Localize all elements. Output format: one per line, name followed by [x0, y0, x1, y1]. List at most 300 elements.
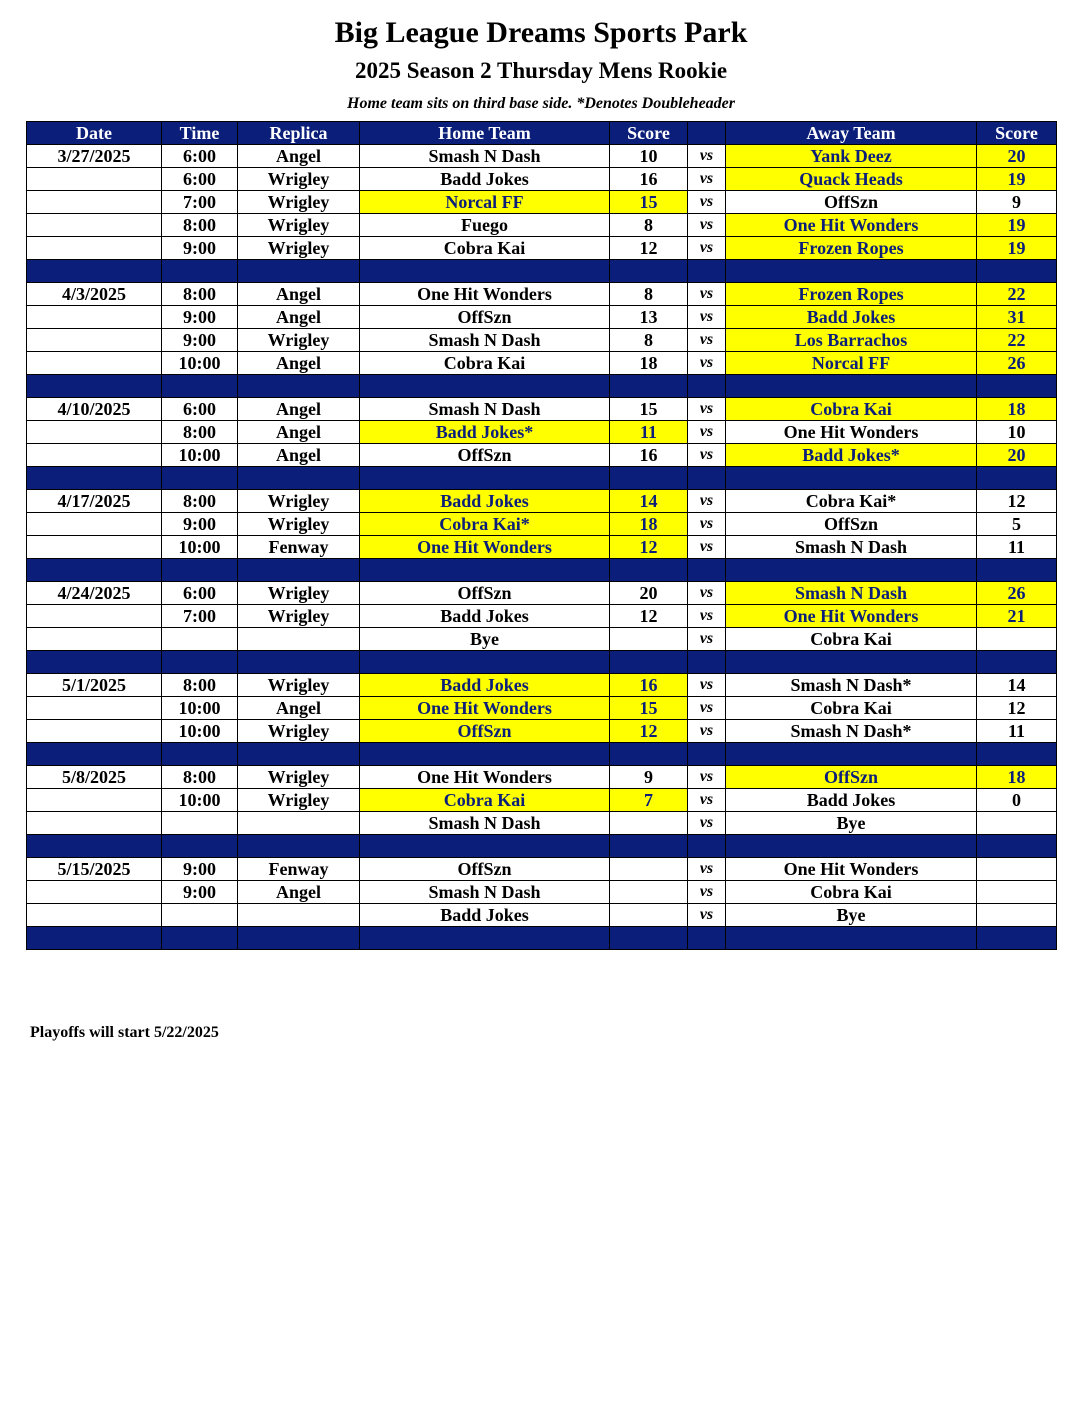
away-team-cell: Smash N Dash*: [726, 674, 977, 697]
home-team-cell: Badd Jokes: [360, 605, 610, 628]
home-team-cell: Cobra Kai*: [360, 513, 610, 536]
vs-cell: vs: [688, 766, 726, 789]
home-score-cell: 12: [610, 536, 688, 559]
home-team-cell: Smash N Dash: [360, 145, 610, 168]
game-row: [27, 145, 1057, 168]
time-cell: 6:00: [162, 582, 238, 605]
away-score-cell: 20: [977, 145, 1057, 168]
away-team-cell: Badd Jokes: [726, 306, 977, 329]
home-score-cell: 12: [610, 720, 688, 743]
date-cell: [27, 628, 162, 651]
away-team-cell: Bye: [726, 904, 977, 927]
vs-cell: vs: [688, 628, 726, 651]
home-score-cell: 11: [610, 421, 688, 444]
date-cell: [27, 191, 162, 214]
home-score-cell: 18: [610, 513, 688, 536]
game-row: [27, 582, 1057, 605]
replica-cell: Angel: [238, 697, 360, 720]
away-score-cell: 10: [977, 421, 1057, 444]
away-score-cell: 20: [977, 444, 1057, 467]
replica-cell: [238, 812, 360, 835]
replica-cell: Wrigley: [238, 789, 360, 812]
away-team-cell: Badd Jokes: [726, 789, 977, 812]
week-separator-row: [27, 835, 1057, 858]
replica-cell: Fenway: [238, 858, 360, 881]
replica-cell: Angel: [238, 145, 360, 168]
date-cell: [27, 306, 162, 329]
time-cell: 8:00: [162, 421, 238, 444]
separator-cell: [688, 559, 726, 582]
game-row: [27, 283, 1057, 306]
game-row: [27, 766, 1057, 789]
away-score-cell: 19: [977, 237, 1057, 260]
away-score-cell: 18: [977, 766, 1057, 789]
away-team-cell: Bye: [726, 812, 977, 835]
separator-cell: [688, 835, 726, 858]
separator-cell: [688, 743, 726, 766]
vs-cell: vs: [688, 398, 726, 421]
home-team-cell: OffSzn: [360, 720, 610, 743]
time-cell: [162, 628, 238, 651]
game-row: [27, 214, 1057, 237]
header-away-team: Away Team: [726, 122, 977, 145]
replica-cell: [238, 628, 360, 651]
date-cell: 4/24/2025: [27, 582, 162, 605]
replica-cell: Angel: [238, 283, 360, 306]
date-cell: [27, 812, 162, 835]
date-cell: [27, 421, 162, 444]
schedule-table: [26, 121, 1057, 950]
separator-cell: [977, 375, 1057, 398]
date-cell: [27, 697, 162, 720]
date-cell: [27, 904, 162, 927]
replica-cell: Fenway: [238, 536, 360, 559]
away-team-cell: Quack Heads: [726, 168, 977, 191]
replica-cell: Angel: [238, 352, 360, 375]
time-cell: 8:00: [162, 283, 238, 306]
home-team-cell: Fuego: [360, 214, 610, 237]
header-replica: Replica: [238, 122, 360, 145]
separator-cell: [977, 260, 1057, 283]
away-score-cell: 19: [977, 168, 1057, 191]
replica-cell: Wrigley: [238, 766, 360, 789]
separator-cell: [726, 260, 977, 283]
away-score-cell: 0: [977, 789, 1057, 812]
separator-cell: [162, 835, 238, 858]
away-score-cell: 11: [977, 720, 1057, 743]
home-team-cell: Badd Jokes: [360, 904, 610, 927]
home-team-cell: One Hit Wonders: [360, 283, 610, 306]
time-cell: 8:00: [162, 214, 238, 237]
game-row: [27, 490, 1057, 513]
separator-cell: [360, 835, 610, 858]
away-score-cell: 26: [977, 582, 1057, 605]
away-score-cell: 14: [977, 674, 1057, 697]
separator-cell: [238, 927, 360, 950]
separator-cell: [360, 927, 610, 950]
vs-cell: vs: [688, 421, 726, 444]
away-score-cell: [977, 858, 1057, 881]
separator-cell: [238, 260, 360, 283]
replica-cell: Angel: [238, 421, 360, 444]
away-score-cell: [977, 628, 1057, 651]
home-score-cell: 16: [610, 168, 688, 191]
away-team-cell: Smash N Dash: [726, 582, 977, 605]
home-team-cell: Norcal FF: [360, 191, 610, 214]
separator-cell: [610, 375, 688, 398]
away-team-cell: Cobra Kai: [726, 398, 977, 421]
away-score-cell: 31: [977, 306, 1057, 329]
separator-cell: [360, 743, 610, 766]
date-cell: [27, 513, 162, 536]
time-cell: 9:00: [162, 306, 238, 329]
page-subtitle: 2025 Season 2 Thursday Mens Rookie: [354, 58, 728, 83]
date-cell: [27, 352, 162, 375]
game-row: [27, 191, 1057, 214]
away-team-cell: Cobra Kai: [726, 697, 977, 720]
home-team-cell: Cobra Kai: [360, 237, 610, 260]
away-score-cell: [977, 881, 1057, 904]
home-score-cell: [610, 904, 688, 927]
replica-cell: Wrigley: [238, 191, 360, 214]
home-score-cell: 7: [610, 789, 688, 812]
game-row: [27, 444, 1057, 467]
separator-cell: [238, 651, 360, 674]
separator-cell: [726, 559, 977, 582]
separator-cell: [726, 743, 977, 766]
date-cell: [27, 881, 162, 904]
header-home-team: Home Team: [360, 122, 610, 145]
separator-cell: [238, 375, 360, 398]
separator-cell: [360, 651, 610, 674]
away-team-cell: Cobra Kai: [726, 628, 977, 651]
time-cell: 10:00: [162, 444, 238, 467]
vs-cell: vs: [688, 168, 726, 191]
home-score-cell: 16: [610, 674, 688, 697]
time-cell: 10:00: [162, 352, 238, 375]
away-score-cell: 26: [977, 352, 1057, 375]
vs-cell: vs: [688, 812, 726, 835]
away-team-cell: OffSzn: [726, 191, 977, 214]
vs-cell: vs: [688, 605, 726, 628]
week-separator-row: [27, 651, 1057, 674]
game-row: [27, 858, 1057, 881]
header-away-score: Score: [977, 122, 1057, 145]
game-row: [27, 720, 1057, 743]
home-team-cell: Bye: [360, 628, 610, 651]
separator-cell: [27, 559, 162, 582]
separator-cell: [610, 260, 688, 283]
away-team-cell: Yank Deez: [726, 145, 977, 168]
away-score-cell: 19: [977, 214, 1057, 237]
home-score-cell: 14: [610, 490, 688, 513]
separator-cell: [610, 559, 688, 582]
game-row: [27, 329, 1057, 352]
away-score-cell: 12: [977, 697, 1057, 720]
time-cell: 6:00: [162, 168, 238, 191]
home-score-cell: [610, 812, 688, 835]
vs-cell: vs: [688, 444, 726, 467]
time-cell: 9:00: [162, 513, 238, 536]
replica-cell: Wrigley: [238, 490, 360, 513]
separator-cell: [610, 835, 688, 858]
home-score-cell: [610, 858, 688, 881]
time-cell: 9:00: [162, 329, 238, 352]
vs-cell: vs: [688, 513, 726, 536]
date-cell: 3/27/2025: [27, 145, 162, 168]
date-cell: 5/1/2025: [27, 674, 162, 697]
replica-cell: Wrigley: [238, 168, 360, 191]
header-time: Time: [162, 122, 238, 145]
game-row: [27, 628, 1057, 651]
vs-cell: vs: [688, 674, 726, 697]
separator-cell: [27, 927, 162, 950]
separator-cell: [238, 835, 360, 858]
date-cell: [27, 168, 162, 191]
time-cell: [162, 812, 238, 835]
separator-cell: [27, 375, 162, 398]
separator-cell: [27, 651, 162, 674]
game-row: [27, 237, 1057, 260]
away-score-cell: 12: [977, 490, 1057, 513]
game-row: [27, 881, 1057, 904]
time-cell: 8:00: [162, 490, 238, 513]
separator-cell: [238, 559, 360, 582]
week-separator-row: [27, 927, 1057, 950]
away-team-cell: One Hit Wonders: [726, 605, 977, 628]
separator-cell: [238, 743, 360, 766]
date-cell: 5/8/2025: [27, 766, 162, 789]
date-cell: 5/15/2025: [27, 858, 162, 881]
game-row: [27, 168, 1057, 191]
home-team-cell: Smash N Dash: [360, 881, 610, 904]
vs-cell: vs: [688, 858, 726, 881]
separator-cell: [977, 559, 1057, 582]
playoffs-note: Playoffs will start 5/22/2025: [30, 1024, 219, 1041]
vs-cell: vs: [688, 904, 726, 927]
home-team-cell: Cobra Kai: [360, 789, 610, 812]
home-team-cell: OffSzn: [360, 858, 610, 881]
week-separator-row: [27, 375, 1057, 398]
vs-cell: vs: [688, 191, 726, 214]
home-score-cell: 15: [610, 398, 688, 421]
home-team-cell: Badd Jokes: [360, 490, 610, 513]
vs-cell: vs: [688, 145, 726, 168]
replica-cell: Wrigley: [238, 605, 360, 628]
away-team-cell: One Hit Wonders: [726, 421, 977, 444]
away-team-cell: Cobra Kai: [726, 881, 977, 904]
time-cell: 9:00: [162, 237, 238, 260]
separator-cell: [27, 467, 162, 490]
game-row: [27, 398, 1057, 421]
separator-cell: [610, 743, 688, 766]
schedule-body: [27, 145, 1057, 950]
home-score-cell: 8: [610, 283, 688, 306]
away-team-cell: Frozen Ropes: [726, 283, 977, 306]
home-score-cell: 16: [610, 444, 688, 467]
home-score-cell: 18: [610, 352, 688, 375]
game-row: [27, 536, 1057, 559]
separator-cell: [610, 467, 688, 490]
away-team-cell: One Hit Wonders: [726, 214, 977, 237]
away-team-cell: OffSzn: [726, 513, 977, 536]
week-separator-row: [27, 467, 1057, 490]
separator-cell: [162, 651, 238, 674]
time-cell: 10:00: [162, 789, 238, 812]
away-team-cell: OffSzn: [726, 766, 977, 789]
separator-cell: [360, 559, 610, 582]
away-score-cell: 18: [977, 398, 1057, 421]
vs-cell: vs: [688, 720, 726, 743]
replica-cell: Wrigley: [238, 674, 360, 697]
away-score-cell: [977, 904, 1057, 927]
home-team-cell: Cobra Kai: [360, 352, 610, 375]
game-row: [27, 812, 1057, 835]
week-separator-row: [27, 559, 1057, 582]
replica-cell: Wrigley: [238, 329, 360, 352]
header-vs: [688, 122, 726, 145]
time-cell: 8:00: [162, 674, 238, 697]
page-title: Big League Dreams Sports Park: [334, 16, 748, 49]
home-score-cell: 15: [610, 697, 688, 720]
game-row: [27, 605, 1057, 628]
date-cell: [27, 237, 162, 260]
separator-cell: [360, 260, 610, 283]
separator-cell: [360, 467, 610, 490]
vs-cell: vs: [688, 582, 726, 605]
separator-cell: [726, 835, 977, 858]
vs-cell: vs: [688, 490, 726, 513]
home-team-cell: OffSzn: [360, 582, 610, 605]
away-team-cell: Norcal FF: [726, 352, 977, 375]
home-score-cell: 12: [610, 605, 688, 628]
vs-cell: vs: [688, 329, 726, 352]
away-team-cell: Cobra Kai*: [726, 490, 977, 513]
vs-cell: vs: [688, 237, 726, 260]
away-team-cell: Badd Jokes*: [726, 444, 977, 467]
home-score-cell: 9: [610, 766, 688, 789]
vs-cell: vs: [688, 283, 726, 306]
home-team-cell: OffSzn: [360, 306, 610, 329]
separator-cell: [977, 927, 1057, 950]
replica-cell: Angel: [238, 306, 360, 329]
game-row: [27, 904, 1057, 927]
home-score-cell: [610, 881, 688, 904]
separator-cell: [977, 651, 1057, 674]
time-cell: 9:00: [162, 858, 238, 881]
separator-cell: [726, 467, 977, 490]
away-team-cell: One Hit Wonders: [726, 858, 977, 881]
date-cell: [27, 536, 162, 559]
replica-cell: Wrigley: [238, 513, 360, 536]
home-team-cell: Smash N Dash: [360, 812, 610, 835]
time-cell: 7:00: [162, 191, 238, 214]
time-cell: [162, 904, 238, 927]
game-row: [27, 421, 1057, 444]
replica-cell: Wrigley: [238, 214, 360, 237]
separator-cell: [688, 927, 726, 950]
separator-cell: [162, 559, 238, 582]
date-cell: [27, 605, 162, 628]
away-score-cell: 5: [977, 513, 1057, 536]
home-score-cell: 10: [610, 145, 688, 168]
date-cell: [27, 789, 162, 812]
home-team-cell: Smash N Dash: [360, 398, 610, 421]
replica-cell: Angel: [238, 881, 360, 904]
separator-cell: [162, 260, 238, 283]
time-cell: 8:00: [162, 766, 238, 789]
date-cell: [27, 329, 162, 352]
home-team-cell: One Hit Wonders: [360, 697, 610, 720]
replica-cell: Angel: [238, 444, 360, 467]
date-cell: 4/10/2025: [27, 398, 162, 421]
home-team-cell: Badd Jokes: [360, 674, 610, 697]
separator-cell: [610, 651, 688, 674]
vs-cell: vs: [688, 697, 726, 720]
date-cell: 4/3/2025: [27, 283, 162, 306]
date-cell: [27, 444, 162, 467]
time-cell: 10:00: [162, 720, 238, 743]
separator-cell: [162, 927, 238, 950]
time-cell: 6:00: [162, 145, 238, 168]
game-row: [27, 697, 1057, 720]
time-cell: 9:00: [162, 881, 238, 904]
game-row: [27, 306, 1057, 329]
time-cell: 7:00: [162, 605, 238, 628]
week-separator-row: [27, 743, 1057, 766]
separator-cell: [360, 375, 610, 398]
vs-cell: vs: [688, 306, 726, 329]
schedule-note: Home team sits on third base side. *Denotes Doubleheader: [347, 95, 735, 112]
separator-cell: [238, 467, 360, 490]
week-separator-row: [27, 260, 1057, 283]
vs-cell: vs: [688, 536, 726, 559]
home-score-cell: 13: [610, 306, 688, 329]
home-score-cell: 20: [610, 582, 688, 605]
away-score-cell: 21: [977, 605, 1057, 628]
header-home-score: Score: [610, 122, 688, 145]
replica-cell: [238, 904, 360, 927]
home-team-cell: Smash N Dash: [360, 329, 610, 352]
home-score-cell: 12: [610, 237, 688, 260]
game-row: [27, 674, 1057, 697]
header-row: [27, 122, 1057, 145]
away-score-cell: 11: [977, 536, 1057, 559]
home-score-cell: 15: [610, 191, 688, 214]
game-row: [27, 352, 1057, 375]
replica-cell: Wrigley: [238, 582, 360, 605]
away-team-cell: Smash N Dash: [726, 536, 977, 559]
time-cell: 6:00: [162, 398, 238, 421]
away-team-cell: Frozen Ropes: [726, 237, 977, 260]
separator-cell: [726, 927, 977, 950]
vs-cell: vs: [688, 352, 726, 375]
separator-cell: [27, 260, 162, 283]
separator-cell: [688, 375, 726, 398]
away-team-cell: Los Barrachos: [726, 329, 977, 352]
game-row: [27, 513, 1057, 536]
separator-cell: [726, 651, 977, 674]
separator-cell: [610, 927, 688, 950]
separator-cell: [726, 375, 977, 398]
home-team-cell: One Hit Wonders: [360, 766, 610, 789]
vs-cell: vs: [688, 789, 726, 812]
time-cell: 10:00: [162, 536, 238, 559]
replica-cell: Wrigley: [238, 237, 360, 260]
header-date: Date: [27, 122, 162, 145]
away-score-cell: 9: [977, 191, 1057, 214]
separator-cell: [977, 743, 1057, 766]
